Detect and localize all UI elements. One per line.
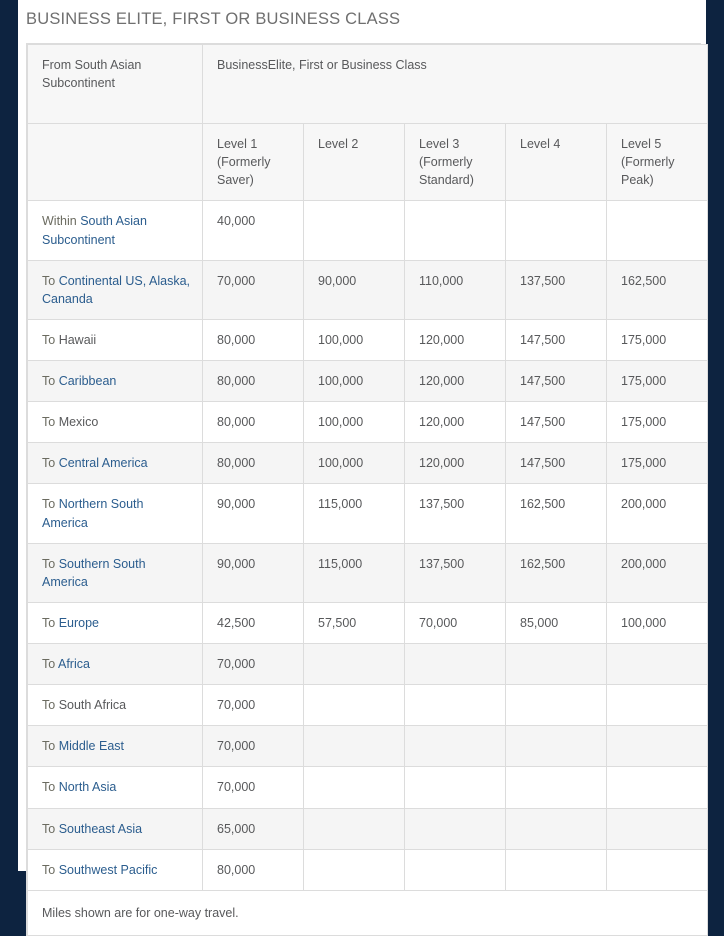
route-prefix: To bbox=[42, 497, 59, 512]
miles-cell: 90,000 bbox=[203, 543, 304, 602]
destination-link[interactable]: Central America bbox=[58, 456, 148, 471]
miles-cell bbox=[405, 726, 506, 767]
miles-cell bbox=[304, 849, 405, 890]
route-cell bbox=[28, 260, 203, 319]
header-row-levels bbox=[28, 124, 708, 201]
destination-link[interactable]: Africa bbox=[58, 657, 90, 671]
table-row bbox=[28, 602, 708, 643]
route-cell bbox=[28, 402, 203, 443]
route-prefix: Within bbox=[42, 214, 81, 229]
level-header-2: Level 2 bbox=[304, 124, 405, 201]
miles-cell: 200,000 bbox=[607, 543, 708, 602]
miles-cell bbox=[607, 808, 708, 849]
route-prefix: To bbox=[42, 739, 59, 754]
miles-cell: 147,500 bbox=[506, 443, 607, 484]
miles-cell: 70,000 bbox=[203, 260, 304, 319]
miles-cell: 100,000 bbox=[607, 602, 708, 643]
table-body bbox=[28, 201, 708, 890]
award-chart-container bbox=[26, 43, 701, 936]
miles-cell bbox=[607, 849, 708, 890]
miles-cell: 90,000 bbox=[203, 484, 304, 543]
footnote-text: Miles shown are for one-way travel. bbox=[28, 890, 708, 935]
miles-cell bbox=[607, 685, 708, 726]
table-row bbox=[28, 767, 708, 808]
miles-cell: 42,500 bbox=[203, 602, 304, 643]
miles-cell: 175,000 bbox=[607, 361, 708, 402]
route-cell bbox=[28, 484, 203, 543]
miles-cell bbox=[506, 644, 607, 685]
route-prefix: To bbox=[42, 415, 59, 430]
cabin-header: BusinessElite, First or Business Class bbox=[203, 45, 708, 124]
miles-cell: 80,000 bbox=[203, 402, 304, 443]
destination-link[interactable]: Southwest Pacific bbox=[58, 862, 158, 877]
level-header-spacer bbox=[28, 124, 203, 201]
miles-cell: 137,500 bbox=[405, 484, 506, 543]
route-prefix: To bbox=[42, 780, 59, 795]
miles-cell bbox=[607, 767, 708, 808]
destination-link[interactable]: North Asia bbox=[58, 780, 117, 795]
miles-cell: 100,000 bbox=[304, 443, 405, 484]
miles-cell: 70,000 bbox=[203, 726, 304, 767]
miles-cell bbox=[405, 685, 506, 726]
miles-cell bbox=[506, 201, 607, 260]
route-prefix: To bbox=[42, 698, 59, 713]
miles-cell: 70,000 bbox=[405, 602, 506, 643]
miles-cell: 80,000 bbox=[203, 849, 304, 890]
destination-link[interactable]: Northern South America bbox=[42, 497, 144, 530]
miles-cell: 115,000 bbox=[304, 484, 405, 543]
miles-cell: 120,000 bbox=[405, 402, 506, 443]
level-header-5: Level 5 (Formerly Peak) bbox=[607, 124, 708, 201]
destination-link[interactable]: Continental US, Alaska, Cananda bbox=[42, 273, 191, 306]
table-row bbox=[28, 361, 708, 402]
miles-cell: 175,000 bbox=[607, 319, 708, 360]
miles-cell bbox=[405, 201, 506, 260]
miles-cell bbox=[506, 767, 607, 808]
destination-link[interactable]: South Asian Subcontinent bbox=[42, 214, 147, 247]
miles-cell: 57,500 bbox=[304, 602, 405, 643]
level-header-1: Level 1 (Formerly Saver) bbox=[203, 124, 304, 201]
route-cell bbox=[28, 685, 203, 726]
destination-link[interactable]: Middle East bbox=[58, 739, 124, 754]
route-prefix: To bbox=[42, 374, 59, 388]
miles-cell bbox=[304, 644, 405, 685]
miles-cell: 120,000 bbox=[405, 361, 506, 402]
destination-link[interactable]: Europe bbox=[58, 615, 99, 630]
miles-cell bbox=[304, 767, 405, 808]
route-cell bbox=[28, 201, 203, 260]
table-foot bbox=[28, 890, 708, 935]
table-row bbox=[28, 484, 708, 543]
destination-label: Hawaii bbox=[58, 332, 97, 347]
miles-cell bbox=[405, 849, 506, 890]
miles-cell: 80,000 bbox=[203, 361, 304, 402]
miles-cell: 80,000 bbox=[203, 319, 304, 360]
miles-cell bbox=[405, 808, 506, 849]
table-row bbox=[28, 260, 708, 319]
miles-cell: 137,500 bbox=[506, 260, 607, 319]
miles-cell: 100,000 bbox=[304, 402, 405, 443]
level-header-3: Level 3 (Formerly Standard) bbox=[405, 124, 506, 201]
route-prefix: To bbox=[42, 615, 59, 630]
route-prefix: To bbox=[42, 556, 59, 571]
route-cell bbox=[28, 443, 203, 484]
route-cell bbox=[28, 808, 203, 849]
miles-cell: 40,000 bbox=[203, 201, 304, 260]
miles-cell: 175,000 bbox=[607, 443, 708, 484]
miles-cell: 65,000 bbox=[203, 808, 304, 849]
table-row bbox=[28, 319, 708, 360]
miles-cell bbox=[304, 201, 405, 260]
route-prefix: To bbox=[42, 456, 59, 471]
destination-link[interactable]: Caribbean bbox=[58, 374, 117, 388]
page-title: BUSINESS ELITE, FIRST OR BUSINESS CLASS bbox=[26, 10, 401, 28]
destination-link[interactable]: Southern South America bbox=[42, 556, 146, 589]
route-cell bbox=[28, 849, 203, 890]
destination-label: South Africa bbox=[58, 698, 127, 713]
miles-cell: 70,000 bbox=[203, 685, 304, 726]
table-row bbox=[28, 402, 708, 443]
route-cell bbox=[28, 644, 203, 685]
miles-cell: 200,000 bbox=[607, 484, 708, 543]
miles-cell: 147,500 bbox=[506, 361, 607, 402]
miles-cell: 147,500 bbox=[506, 319, 607, 360]
miles-cell bbox=[506, 849, 607, 890]
table-row bbox=[28, 685, 708, 726]
table-row bbox=[28, 644, 708, 685]
miles-cell: 110,000 bbox=[405, 260, 506, 319]
award-chart-table bbox=[27, 44, 708, 936]
miles-cell: 137,500 bbox=[405, 543, 506, 602]
header-row-origin bbox=[28, 45, 708, 124]
table-row bbox=[28, 201, 708, 260]
table-row bbox=[28, 443, 708, 484]
route-prefix: To bbox=[42, 821, 59, 836]
miles-cell: 175,000 bbox=[607, 402, 708, 443]
route-cell bbox=[28, 361, 203, 402]
route-cell bbox=[28, 543, 203, 602]
miles-cell: 115,000 bbox=[304, 543, 405, 602]
miles-cell: 162,500 bbox=[607, 260, 708, 319]
miles-cell bbox=[405, 644, 506, 685]
destination-link[interactable]: Southeast Asia bbox=[58, 821, 143, 836]
table-head bbox=[28, 45, 708, 201]
route-cell bbox=[28, 767, 203, 808]
route-prefix: To bbox=[42, 657, 58, 671]
miles-cell bbox=[607, 726, 708, 767]
table-row bbox=[28, 726, 708, 767]
route-prefix: To bbox=[42, 862, 59, 877]
footnote-row bbox=[28, 890, 708, 935]
table-row bbox=[28, 849, 708, 890]
page-canvas bbox=[18, 0, 706, 920]
miles-cell: 85,000 bbox=[506, 602, 607, 643]
route-cell bbox=[28, 602, 203, 643]
miles-cell bbox=[506, 685, 607, 726]
table-row bbox=[28, 543, 708, 602]
miles-cell: 100,000 bbox=[304, 319, 405, 360]
miles-cell: 70,000 bbox=[203, 644, 304, 685]
miles-cell: 162,500 bbox=[506, 484, 607, 543]
miles-cell bbox=[304, 726, 405, 767]
destination-label: Mexico bbox=[58, 415, 99, 430]
route-cell bbox=[28, 726, 203, 767]
miles-cell bbox=[405, 767, 506, 808]
miles-cell: 100,000 bbox=[304, 361, 405, 402]
table-row bbox=[28, 808, 708, 849]
miles-cell: 162,500 bbox=[506, 543, 607, 602]
miles-cell bbox=[607, 644, 708, 685]
miles-cell: 80,000 bbox=[203, 443, 304, 484]
miles-cell: 90,000 bbox=[304, 260, 405, 319]
miles-cell: 147,500 bbox=[506, 402, 607, 443]
miles-cell: 70,000 bbox=[203, 767, 304, 808]
miles-cell bbox=[506, 726, 607, 767]
route-prefix: To bbox=[42, 332, 59, 347]
miles-cell bbox=[607, 201, 708, 260]
origin-header: From South Asian Subcontinent bbox=[28, 45, 203, 124]
level-header-4: Level 4 bbox=[506, 124, 607, 201]
route-prefix: To bbox=[42, 273, 59, 288]
miles-cell bbox=[304, 808, 405, 849]
miles-cell: 120,000 bbox=[405, 443, 506, 484]
miles-cell bbox=[506, 808, 607, 849]
miles-cell bbox=[304, 685, 405, 726]
route-cell bbox=[28, 319, 203, 360]
miles-cell: 120,000 bbox=[405, 319, 506, 360]
